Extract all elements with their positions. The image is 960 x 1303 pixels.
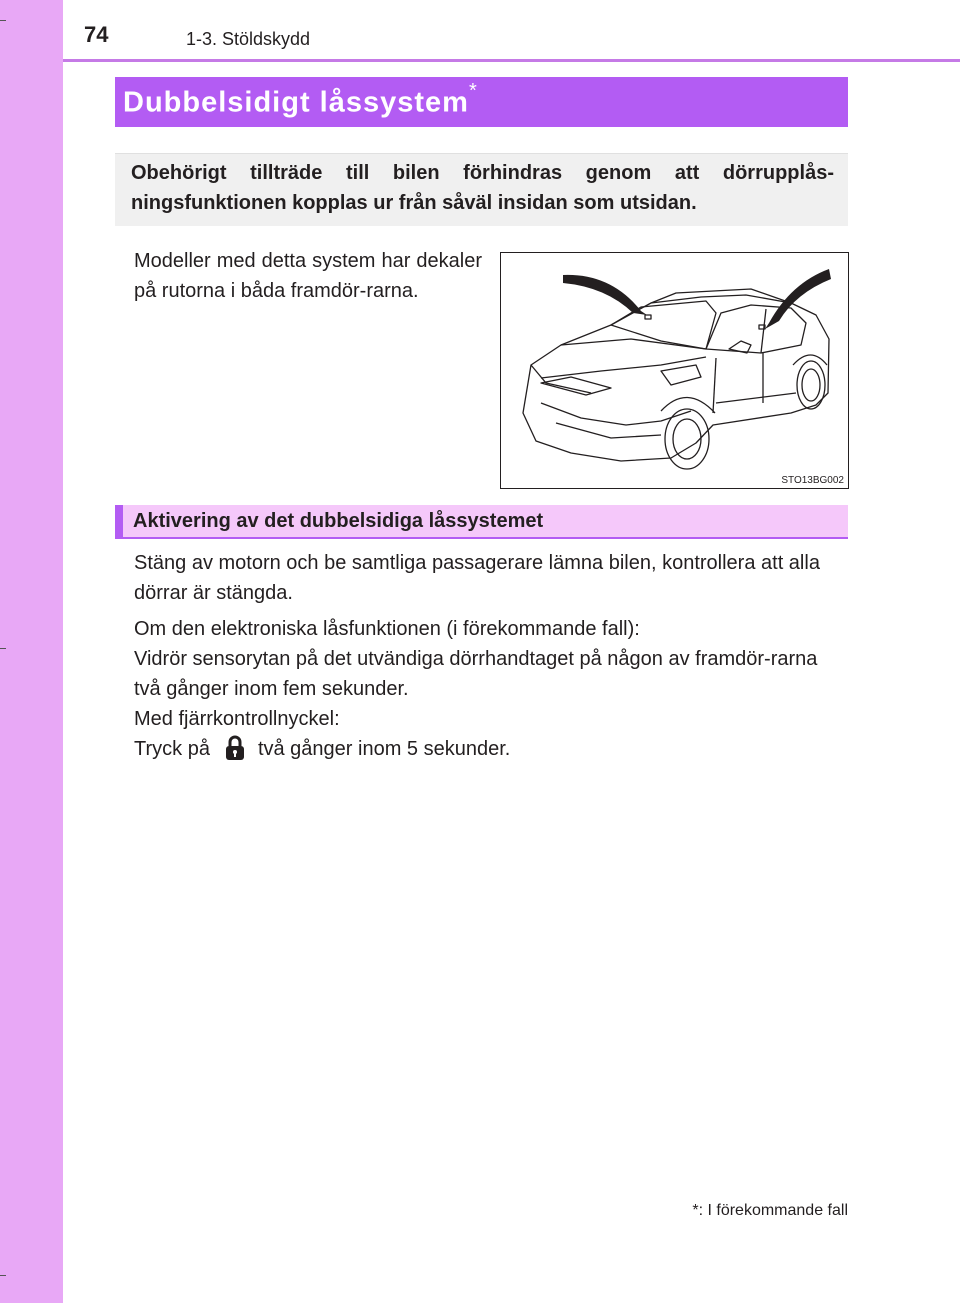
footnote-text: : I förekommande fall	[698, 1202, 848, 1219]
footnote-marker: *	[468, 80, 478, 102]
section-heading-bar	[115, 505, 848, 539]
instruction-line	[134, 734, 848, 764]
page-title-text: Dubbelsidigt låssystem	[123, 86, 469, 119]
car-figure	[500, 252, 849, 489]
figure-code: STO13BG002	[781, 475, 844, 486]
instruction-line: Vidrör sensorytan på det utvändiga dörrhandtaget på någon av framdör-rarna två gånger inom fem sekunder.	[134, 648, 818, 700]
footnote-marker: *	[692, 1202, 699, 1219]
side-band	[0, 0, 63, 1303]
page-number: 74	[84, 22, 109, 47]
crop-mark	[0, 1275, 6, 1276]
intro-box	[115, 153, 848, 226]
instructions	[134, 614, 848, 764]
section-heading: Aktivering av det dubbelsidiga låssystemet	[133, 510, 544, 532]
chapter-title: 1-3. Stöldskydd	[186, 29, 311, 49]
crop-mark	[0, 20, 6, 21]
page-title	[123, 80, 478, 120]
models-text: Modeller med detta system har dekaler på rutorna i båda framdör-rarna.	[134, 250, 482, 302]
car-illustration-icon	[501, 253, 848, 488]
crop-mark	[0, 648, 6, 649]
title-bar	[115, 77, 848, 127]
instruction-suffix: två gånger inom 5 sekunder.	[257, 738, 511, 760]
instruction-prefix: Tryck på	[134, 738, 210, 760]
lock-icon	[224, 735, 246, 761]
step-text: Stäng av motorn och be samtliga passagerare lämna bilen, kontrollera att alla dörrar är stängda.	[134, 552, 820, 604]
intro-text: Obehörigt tillträde till bilen förhindras genom att dörrupplås-ningsfunktionen kopplas ur från såväl insidan som utsidan.	[131, 162, 834, 214]
instruction-line: Om den elektroniska låsfunktionen (i förekommande fall):	[134, 618, 640, 640]
footnote	[692, 1202, 848, 1220]
instruction-line: Med fjärrkontrollnyckel:	[134, 708, 340, 730]
header-rule	[63, 59, 960, 62]
